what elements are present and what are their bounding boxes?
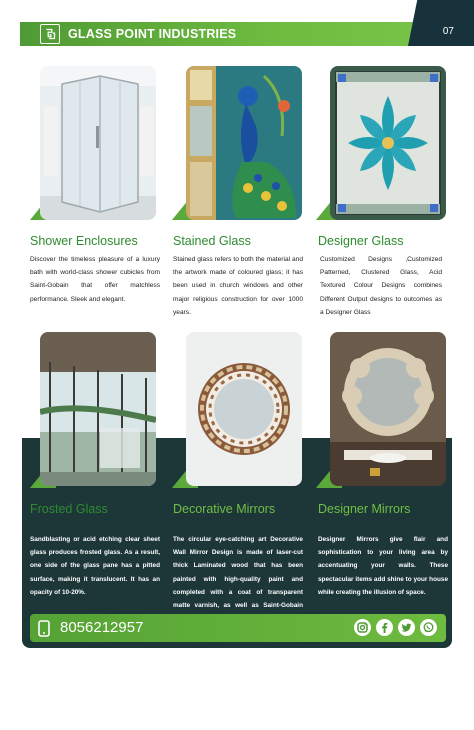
twitter-icon[interactable]	[398, 619, 415, 636]
card-text-designer-mirrors: Designer Mirrors give flair and sophistication to your living area by accentuating your walls. These spectacular items add shine to your house while creating the illusion of space.	[318, 536, 448, 596]
card-title-frosted-glass: Frosted Glass	[30, 502, 108, 516]
phone-icon	[38, 620, 50, 637]
designer-glass-image	[330, 66, 446, 220]
facebook-icon[interactable]	[376, 619, 393, 636]
shower-enclosure-image	[40, 66, 156, 220]
decorative-mirror-image	[186, 332, 302, 486]
header-corner-notch	[408, 0, 474, 46]
card-title-designer-glass: Designer Glass	[318, 234, 404, 248]
card-title-decorative-mirrors: Decorative Mirrors	[173, 502, 276, 516]
card-title-stained-glass: Stained Glass	[173, 234, 251, 248]
logo-icon	[40, 24, 60, 44]
stained-glass-image	[186, 66, 302, 220]
card-text-frosted-glass: Sandblasting or acid etching clear sheet glass produces frosted glass. As a result, one side of the glass pane has a pitted surface, making it translucent. It has an opacity of 10-20%.	[30, 536, 160, 596]
phone-number[interactable]: 8056212957	[60, 619, 144, 636]
card-text-decorative-mirrors: The circular eye-catching art Decorative Wall Mirror Design is made of laser-cut thick Laminated wood that has been painted with high-quality paint and completed with a coat of transparent matte varnish, as well as Saint-Gobain	[173, 536, 303, 610]
card-text-designer-glass: Customized Designs ,Customized Patterned, Clustered Glass, Acid Textured Colour Designs combines Different Output designs to outcomes as a Designer Glass	[320, 256, 442, 316]
whatsapp-icon[interactable]	[420, 619, 437, 636]
frosted-glass-image	[40, 332, 156, 486]
instagram-icon[interactable]	[354, 619, 371, 636]
page-number: 07	[442, 26, 454, 37]
card-title-shower-enclosures: Shower Enclosures	[30, 234, 138, 248]
card-text-stained-glass: Stained glass refers to both the material and the artwork made of coloured glass; it has been used in church windows and other major religious construction for over 1000 years.	[173, 256, 303, 316]
card-text-shower-enclosures: Discover the timeless pleasure of a luxury bath with world-class shower cubicles from Saint-Gobain that offer matchless performance. Sleek and elegant.	[30, 256, 160, 303]
designer-mirror-image	[330, 332, 446, 486]
brand-name: GLASS POINT INDUSTRIES	[68, 27, 237, 41]
card-title-designer-mirrors: Designer Mirrors	[318, 502, 411, 516]
